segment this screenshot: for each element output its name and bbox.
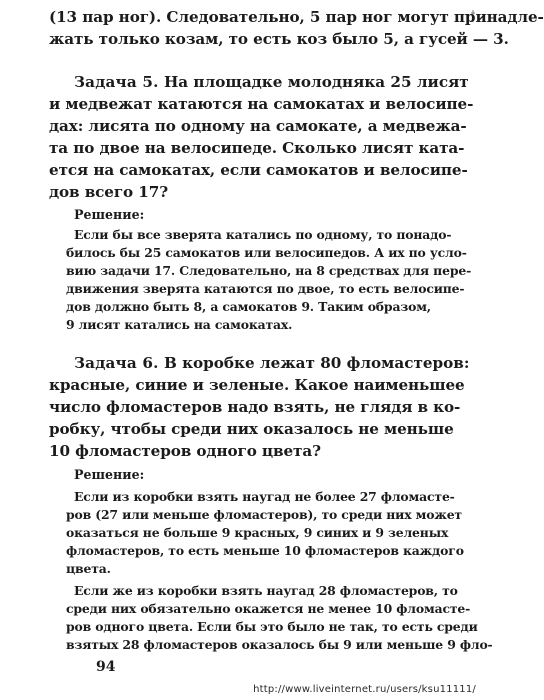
task6-solution-line-8: ров одного цвета. Если бы это было не так, то есть среди bbox=[66, 619, 478, 634]
task5-solution-line-6: 9 лисят катались на самокатах. bbox=[66, 317, 293, 332]
task6-line-1-text: В коробке лежат 80 фломастеров: bbox=[158, 354, 470, 372]
task6-solution-line-3: оказаться не больше 9 красных, 9 синих и 9 зеленых bbox=[66, 525, 449, 540]
task5-statement-line-3: дах: лисята по одному на самокате, а медвежа- bbox=[49, 117, 467, 135]
task6-label: Задача 6. bbox=[74, 354, 159, 372]
intro-line-1: (13 пар ног). Следовательно, 5 пар ног могут принадле- bbox=[49, 8, 544, 26]
watermark-url[interactable]: http://www.liveinternet.ru/users/ksu11111/ bbox=[253, 684, 476, 695]
task5-solution-line-2: билось бы 25 самокатов или велосипедов. А их по усло- bbox=[66, 245, 467, 260]
task6-statement-line-5: 10 фломастеров одного цвета? bbox=[49, 442, 321, 460]
task5-statement-line-6: дов всего 17? bbox=[49, 183, 169, 201]
task6-solution-line-2: ров (27 или меньше фломастеров), то среди них может bbox=[66, 507, 462, 522]
task5-solution-heading: Решение: bbox=[74, 207, 145, 222]
task6-statement-line-1 bbox=[74, 352, 469, 374]
task6-solution-line-7: среди них обязательно окажется не менее 10 фломасте- bbox=[66, 601, 471, 616]
task5-solution-line-1: Если бы все зверята катались по одному, то понадо- bbox=[74, 227, 452, 242]
task5-statement-line-1 bbox=[74, 71, 469, 93]
task5-solution-line-4: движения зверята катаются по двое, то есть велосипе- bbox=[66, 281, 465, 296]
task5-statement-line-4: та по двое на велосипеде. Сколько лисят ката- bbox=[49, 139, 465, 157]
page-number: 94 bbox=[96, 659, 116, 675]
task5-line-1-text: На площадке молодняка 25 лисят bbox=[158, 73, 469, 91]
task6-solution-line-9: взятых 28 фломастеров оказалось бы 9 или меньше 9 фло- bbox=[66, 637, 493, 652]
task6-statement-line-4: робку, чтобы среди них оказалось не меньше bbox=[49, 420, 454, 438]
task6-statement-line-2: красные, синие и зеленые. Какое наименьшее bbox=[49, 376, 465, 394]
task6-solution-line-1: Если из коробки взять наугад не более 27 фломасте- bbox=[74, 489, 455, 504]
task6-solution-heading: Решение: bbox=[74, 467, 145, 482]
intro-line-2: жать только козам, то есть коз было 5, а гусей — 3. bbox=[49, 30, 509, 48]
task5-label: Задача 5. bbox=[74, 73, 159, 91]
task5-solution-line-5: дов должно быть 8, а самокатов 9. Таким образом, bbox=[66, 299, 431, 314]
task5-statement-line-5: ется на самокатах, если самокатов и велосипе- bbox=[49, 161, 468, 179]
task6-solution-line-4: фломастеров, то есть меньше 10 фломастеров каждого bbox=[66, 543, 464, 558]
task6-solution-line-6: Если же из коробки взять наугад 28 фломастеров, то bbox=[74, 583, 458, 598]
task6-statement-line-3: число фломастеров надо взять, не глядя в ко- bbox=[49, 398, 461, 416]
task6-solution-line-5: цвета. bbox=[66, 561, 111, 576]
task5-solution-line-3: вию задачи 17. Следовательно, на 8 средствах для пере- bbox=[66, 263, 472, 278]
task5-statement-line-2: и медвежат катаются на самокатах и велосипе- bbox=[49, 95, 474, 113]
